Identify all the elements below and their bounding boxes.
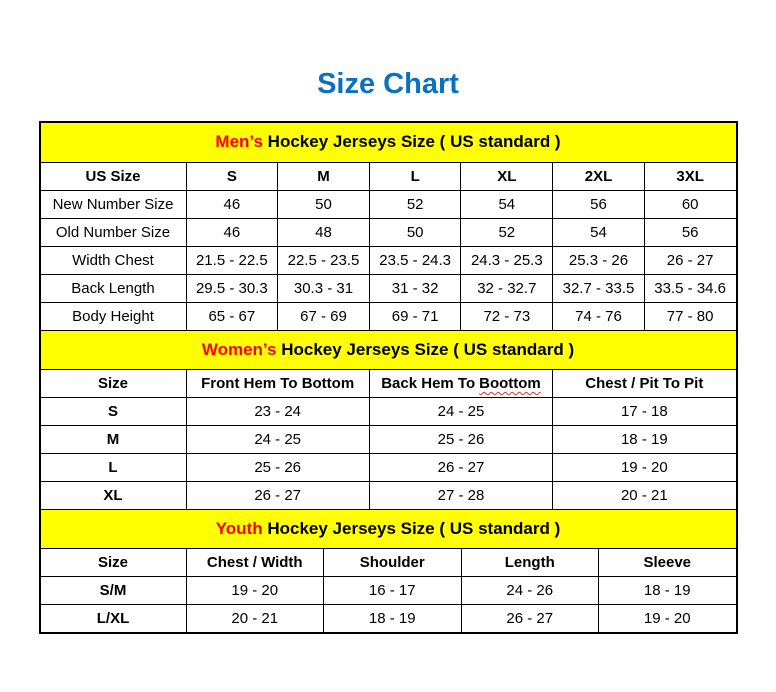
table-cell: 52 [460,219,552,246]
table-cell: 26 - 27 [644,247,736,274]
row-label: Body Height [72,308,154,325]
table-cell: 54 [460,191,552,218]
table-cell: 74 - 76 [552,303,644,330]
page-title: Size Chart [317,68,459,100]
table-cell: 72 - 73 [460,303,552,330]
youth-title-highlight: Youth [215,519,263,538]
table-cell: 19 - 20 [598,605,736,632]
column-header-shoulder: Shoulder [323,549,461,576]
youth-header-row [41,548,736,576]
womens-size-table [41,330,736,509]
mens-header-row [41,162,736,190]
table-cell: 24.3 - 25.3 [460,247,552,274]
column-header-length: Length [461,549,599,576]
column-header-m: M [277,163,369,190]
table-cell: 18 - 19 [598,577,736,604]
mens-table-title [41,123,736,162]
table-cell: 50 [277,191,369,218]
row-label: S/M [99,582,127,599]
row-label: New Number Size [52,196,174,213]
row-label: Old Number Size [55,224,171,241]
column-header-size: Size [97,375,128,392]
table-cell: 27 - 28 [369,482,552,509]
table-cell: 25 - 26 [369,426,552,453]
table-cell: 52 [369,191,461,218]
table-cell: 18 - 19 [552,426,735,453]
table-cell: 25.3 - 26 [552,247,644,274]
table-cell: 67 - 69 [277,303,369,330]
row-label: XL [103,487,123,504]
column-header-front-hem: Front Hem To Bottom [186,370,369,397]
table-cell: 24 - 25 [369,398,552,425]
table-cell: 77 - 80 [644,303,736,330]
row-label: M [106,431,120,448]
table-row-new-number-size [41,190,736,218]
table-cell: 26 - 27 [461,605,599,632]
table-row-youth-lxl [41,604,736,632]
womens-title-highlight: Women’s [201,340,277,359]
table-cell: 32 - 32.7 [460,275,552,302]
table-row-women-s [41,397,736,425]
table-cell: 22.5 - 23.5 [277,247,369,274]
womens-title-rest: Hockey Jerseys Size ( US standard ) [276,340,575,359]
row-label: L/XL [96,610,130,627]
table-cell: 31 - 32 [369,275,461,302]
table-cell: 30.3 - 31 [277,275,369,302]
table-cell: 26 - 27 [186,482,369,509]
column-header-l: L [369,163,461,190]
row-label: Back Length [71,280,155,297]
table-cell: 50 [369,219,461,246]
youth-title-rest: Hockey Jerseys Size ( US standard ) [262,519,561,538]
table-row-youth-sm [41,576,736,604]
column-header-chest-pit: Chest / Pit To Pit [552,370,735,397]
row-label: S [107,403,118,420]
column-header-s: S [186,163,278,190]
table-row-women-m [41,425,736,453]
mens-title-rest: Hockey Jerseys Size ( US standard ) [262,132,561,151]
table-cell: 24 - 25 [186,426,369,453]
table-row-women-l [41,453,736,481]
column-header-back-hem [369,370,552,397]
back-hem-label-prefix: Back Hem To [381,375,476,392]
row-label: L [108,459,118,476]
table-row-old-number-size [41,218,736,246]
table-cell: 56 [644,219,736,246]
table-cell: 69 - 71 [369,303,461,330]
table-cell: 17 - 18 [552,398,735,425]
table-cell: 20 - 21 [186,605,324,632]
table-cell: 54 [552,219,644,246]
table-cell: 23 - 24 [186,398,369,425]
mens-size-table [41,123,736,330]
table-cell: 18 - 19 [323,605,461,632]
table-cell: 24 - 26 [461,577,599,604]
table-cell: 65 - 67 [186,303,278,330]
table-cell: 20 - 21 [552,482,735,509]
size-tables [39,121,738,634]
table-cell: 46 [186,191,278,218]
table-cell: 32.7 - 33.5 [552,275,644,302]
column-header-2xl: 2XL [552,163,644,190]
column-header-us-size: US Size [85,168,141,185]
table-cell: 48 [277,219,369,246]
table-cell: 60 [644,191,736,218]
table-cell: 25 - 26 [186,454,369,481]
column-header-3xl: 3XL [644,163,736,190]
table-cell: 19 - 20 [552,454,735,481]
table-cell: 46 [186,219,278,246]
table-cell: 56 [552,191,644,218]
back-hem-misspelled-word: Boottom [479,375,541,392]
table-cell: 26 - 27 [369,454,552,481]
womens-header-row [41,369,736,397]
table-cell: 29.5 - 30.3 [186,275,278,302]
youth-table-title [41,509,736,548]
youth-size-table [41,509,736,632]
table-row-women-xl [41,481,736,509]
table-cell: 21.5 - 22.5 [186,247,278,274]
column-header-size: Size [97,554,128,571]
table-cell: 16 - 17 [323,577,461,604]
table-row-body-height [41,302,736,330]
column-header-chest-width: Chest / Width [186,549,324,576]
table-row-width-chest [41,246,736,274]
womens-table-title [41,330,736,369]
table-cell: 23.5 - 24.3 [369,247,461,274]
row-label: Width Chest [72,252,154,269]
table-cell: 19 - 20 [186,577,324,604]
column-header-sleeve: Sleeve [598,549,736,576]
table-row-back-length [41,274,736,302]
table-cell: 33.5 - 34.6 [644,275,736,302]
column-header-xl: XL [460,163,552,190]
mens-title-highlight: Men’s [215,132,263,151]
